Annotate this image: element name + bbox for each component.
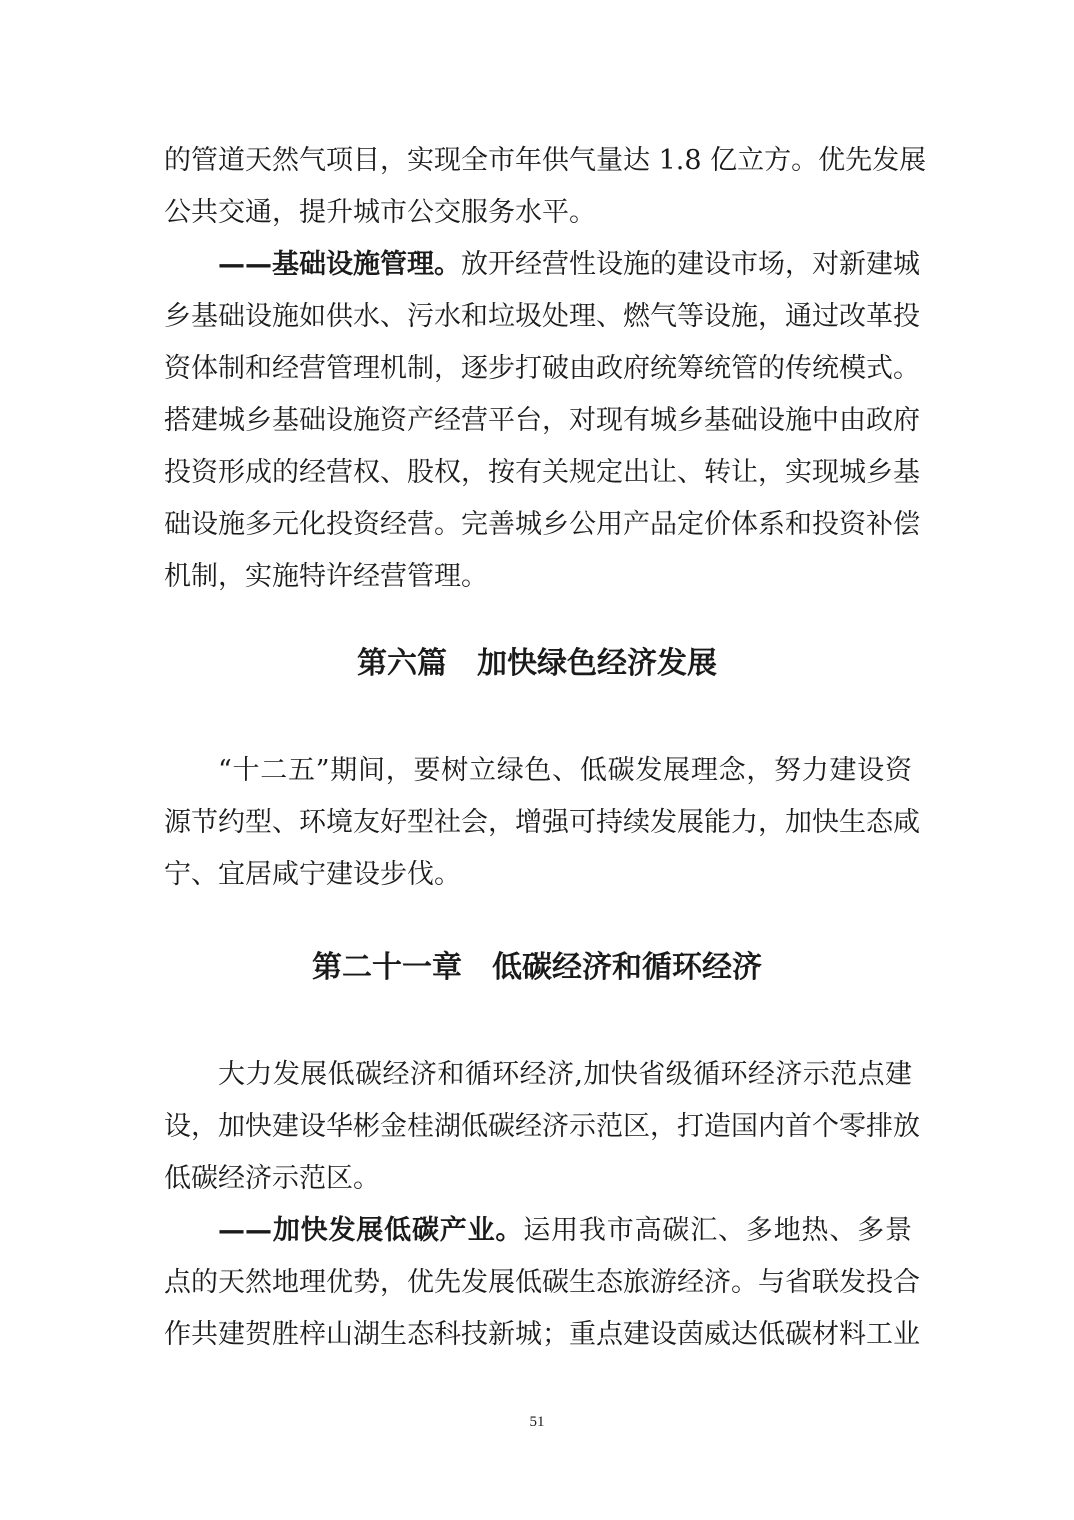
page-number: 51 [529,1414,545,1430]
paragraph-3-line-2: 源节约型、环境友好型社会，增强可持续发展能力，加快生态咸 [164,807,920,838]
paragraph-3-line-3: 宁、宜居咸宁建设步伐。 [164,859,461,890]
paragraph-3-line-1: “十二五”期间，要树立绿色、低碳发展理念，努力建设资 [218,755,912,786]
paragraph-2-line-1 [218,247,920,283]
paragraph-2-lead: ——基础设施管理。 [218,249,461,280]
paragraph-5-line-3: 作共建贺胜梓山湖生态科技新城；重点建设茵威达低碳材料工业 [164,1319,920,1350]
paragraph-4-line-3: 低碳经济示范区。 [164,1163,380,1194]
paragraph-2-line-2: 乡基础设施如供水、污水和垃圾处理、燃气等设施，通过改革投 [164,301,920,332]
paragraph-5-line-1-rest: 运用我市高碳汇、多地热、多景 [523,1215,913,1246]
paragraph-4-line-2: 设，加快建设华彬金桂湖低碳经济示范区，打造国内首个零排放 [164,1111,920,1142]
paragraph-4-line-1: 大力发展低碳经济和循环经济,加快省级循环经济示范点建 [218,1059,912,1090]
paragraph-2-line-1-rest: 放开经营性设施的建设市场，对新建城 [461,249,920,280]
paragraph-5-line-1 [218,1213,912,1249]
paragraph-2-line-6: 础设施多元化投资经营。完善城乡公用产品定价体系和投资补偿 [164,509,920,540]
paragraph-2-line-3: 资体制和经营管理机制，逐步打破由政府统筹统管的传统模式。 [164,353,920,384]
paragraph-2-line-7: 机制，实施特许经营管理。 [164,561,488,592]
paragraph-5-line-2: 点的天然地理优势，优先发展低碳生态旅游经济。与省联发投合 [164,1267,920,1298]
paragraph-5-lead: ——加快发展低碳产业。 [218,1215,524,1246]
paragraph-1-line-1: 的管道天然气项目，实现全市年供气量达 1.8 亿立方。优先发展 [164,145,927,176]
paragraph-1-line-2: 公共交通，提升城市公交服务水平。 [164,197,596,228]
chapter-heading: 第二十一章 低碳经济和循环经济 [312,950,762,985]
paragraph-2-line-4: 搭建城乡基础设施资产经营平台，对现有城乡基础设施中由政府 [164,405,920,436]
part-heading: 第六篇 加快绿色经济发展 [357,646,717,681]
paragraph-2-line-5: 投资形成的经营权、股权，按有关规定出让、转让，实现城乡基 [164,457,920,488]
